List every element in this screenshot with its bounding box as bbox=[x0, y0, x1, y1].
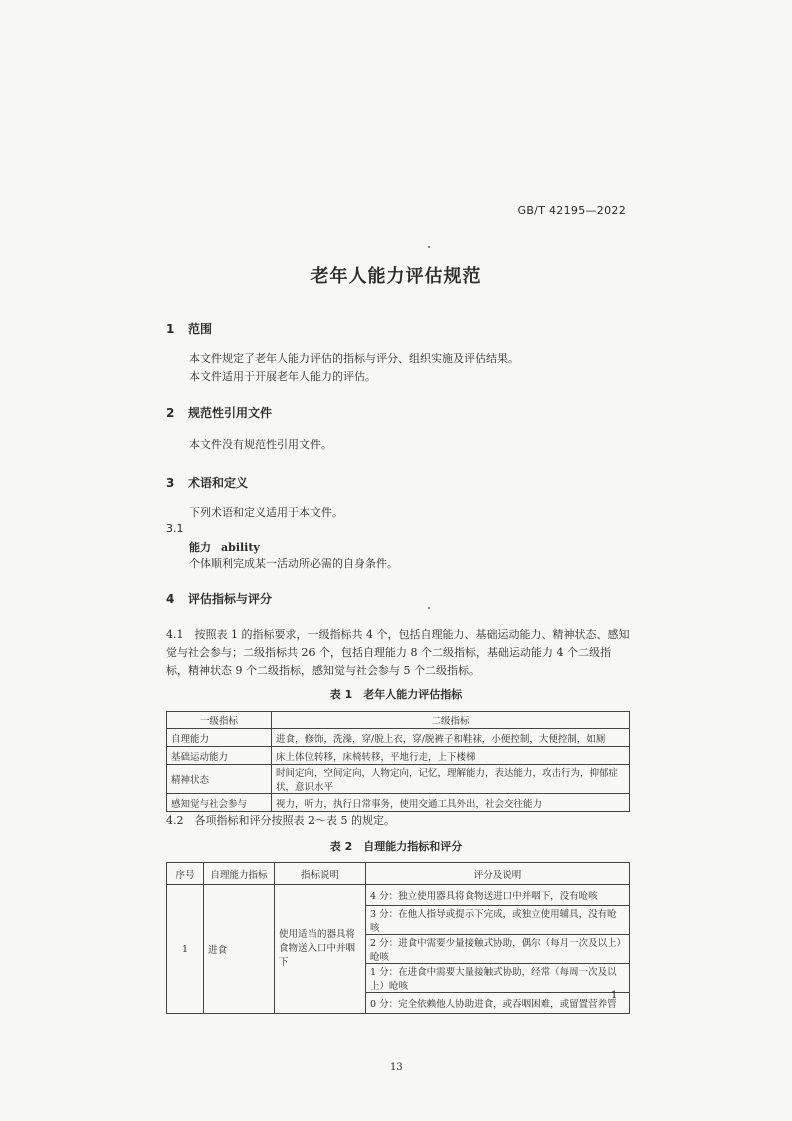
table-cell: 视力，听力，执行日常事务，使用交通工具外出，社会交往能力 bbox=[272, 794, 630, 812]
table-2-caption: 表 2 自理能力指标和评分 bbox=[329, 840, 463, 853]
table-cell: 自理能力 bbox=[167, 729, 272, 747]
term-name bbox=[189, 539, 260, 555]
section-1-paragraph-2: 本文件适用于开展老年人能力的评估。 bbox=[189, 370, 376, 383]
page-number: 1 bbox=[611, 990, 618, 1001]
scan-dot bbox=[428, 607, 430, 609]
term-english: ability bbox=[221, 541, 260, 554]
section-number: 2 bbox=[166, 406, 175, 420]
section-4-heading bbox=[166, 590, 272, 607]
table-row bbox=[167, 729, 630, 747]
section-number: 3 bbox=[166, 476, 175, 490]
table-header-cell: 评分及说明 bbox=[366, 863, 630, 885]
table-cell: 时间定向，空间定向，人物定向，记忆，理解能力，表达能力，攻击行为，抑郁症状，意识水平 bbox=[272, 765, 630, 794]
section-1-paragraph-1: 本文件规定了老年人能力评估的指标与评分、组织实施及评估结果。 bbox=[189, 352, 519, 365]
table-1-caption: 表 1 老年人能力评估指标 bbox=[329, 688, 463, 701]
section-3-heading bbox=[166, 474, 248, 491]
table-cell: 4 分：独立使用器具将食物送进口中并咽下，没有呛咳 bbox=[366, 885, 630, 906]
section-2-paragraph-1: 本文件没有规范性引用文件。 bbox=[189, 438, 332, 451]
table-cell: 1 bbox=[167, 885, 204, 1014]
table-row bbox=[167, 765, 630, 794]
section-2-heading bbox=[166, 404, 272, 421]
scan-dot bbox=[428, 246, 430, 248]
table-row bbox=[167, 885, 630, 906]
table-cell: 精神状态 bbox=[167, 765, 272, 794]
table-row bbox=[167, 747, 630, 765]
table-cell: 床上体位转移，床椅转移，平地行走，上下楼梯 bbox=[272, 747, 630, 765]
table-cell: 进食 bbox=[204, 885, 275, 1014]
table-header-row bbox=[167, 712, 630, 729]
table-cell: 使用适当的器具将食物送入口中并咽下 bbox=[275, 885, 366, 1014]
term-number: 3.1 bbox=[166, 522, 184, 535]
table-header-cell: 一级指标 bbox=[167, 712, 272, 729]
section-number: 4 bbox=[166, 592, 175, 606]
table-2 bbox=[166, 862, 630, 1014]
table-header-cell: 二级指标 bbox=[272, 712, 630, 729]
section-title: 术语和定义 bbox=[188, 476, 249, 490]
table-header-row bbox=[167, 863, 630, 885]
table-cell: 2 分：进食中需要少量接触式协助，偶尔（每月一次及以上）呛咳 bbox=[366, 935, 630, 964]
section-3-paragraph-1: 下列术语和定义适用于本文件。 bbox=[189, 506, 343, 519]
table-cell: 基础运动能力 bbox=[167, 747, 272, 765]
table-cell: 0 分：完全依赖他人协助进食，或吞咽困难，或留置营养管 bbox=[366, 993, 630, 1014]
table-1 bbox=[166, 711, 630, 812]
table-row bbox=[167, 794, 630, 812]
standard-code: GB/T 42195—2022 bbox=[517, 204, 626, 217]
table-header-cell: 自理能力指标 bbox=[204, 863, 275, 885]
section-number: 1 bbox=[166, 322, 175, 336]
scan-page-number: 13 bbox=[390, 1062, 403, 1073]
term-chinese: 能力 bbox=[189, 541, 211, 554]
section-title: 评估指标与评分 bbox=[188, 592, 273, 606]
section-title: 范围 bbox=[188, 322, 213, 336]
document-title: 老年人能力评估规范 bbox=[310, 266, 482, 287]
section-title: 规范性引用文件 bbox=[188, 406, 273, 420]
term-definition: 个体顺利完成某一活动所必需的自身条件。 bbox=[189, 557, 398, 570]
table-cell: 1 分：在进食中需要大量接触式协助，经常（每周一次及以上）呛咳 bbox=[366, 964, 630, 993]
table-header-cell: 指标说明 bbox=[275, 863, 366, 885]
table-cell: 3 分：在他人指导或提示下完成，或独立使用辅具，没有呛咳 bbox=[366, 906, 630, 935]
clause-4-2: 4.2 各项指标和评分按照表 2～表 5 的规定。 bbox=[166, 814, 395, 827]
table-cell: 感知觉与社会参与 bbox=[167, 794, 272, 812]
table-header-cell: 序号 bbox=[167, 863, 204, 885]
section-1-heading bbox=[166, 320, 212, 337]
clause-4-1: 4.1 按照表 1 的指标要求，一级指标共 4 个，包括自理能力、基础运动能力、精神状态、感知觉与社会参与；二级指标共 26 个，包括自理能力 8 个二级指标，基础运动能力 4 个二级指标，精神状态 9 个二级指标，感知觉与社会参与 5 个二级指标。 bbox=[166, 628, 630, 677]
table-cell: 进食，修饰，洗澡，穿/脱上衣，穿/脱裤子和鞋袜，小便控制，大便控制，如厕 bbox=[272, 729, 630, 747]
